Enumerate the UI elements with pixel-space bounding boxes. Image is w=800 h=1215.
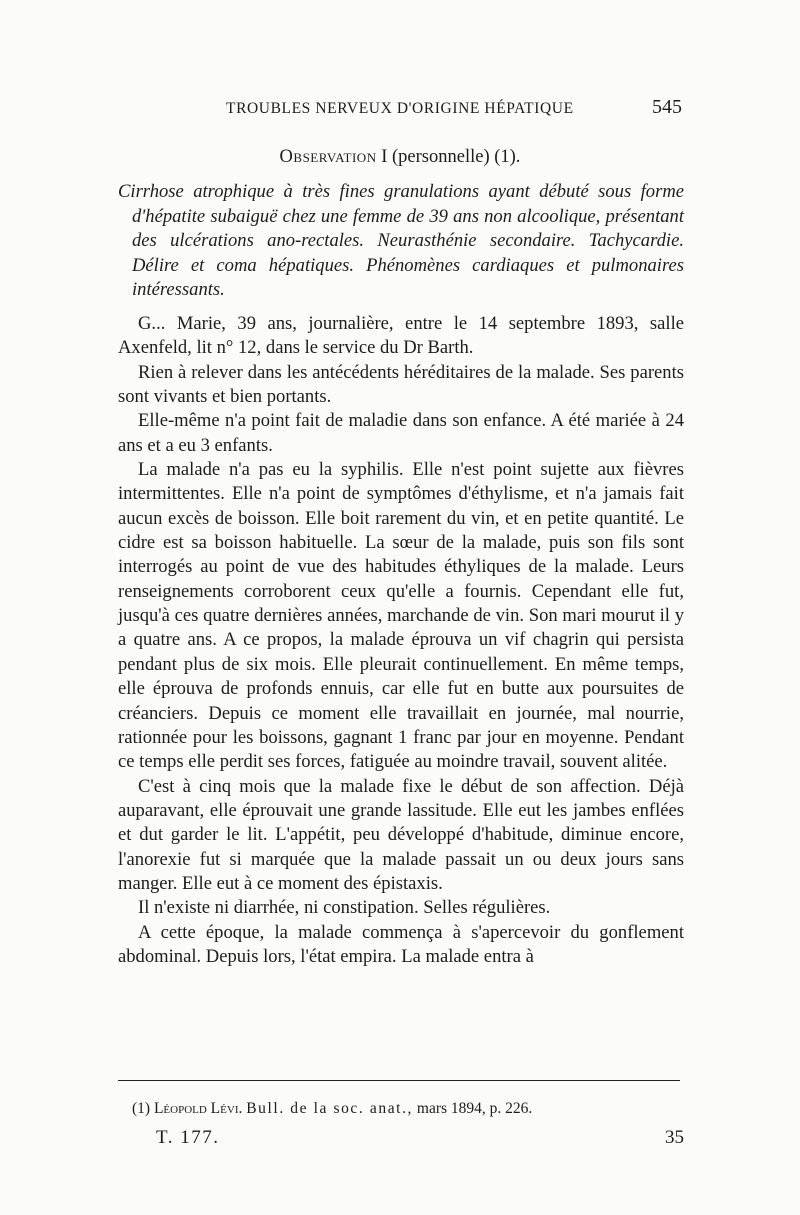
footnote-author: Léopold Lévi. xyxy=(153,1100,243,1117)
footnote xyxy=(132,1100,682,1118)
sheet-number: 35 xyxy=(665,1127,684,1148)
case-summary-text: Cirrhose atrophique à très fines granulations ayant débuté sous forme d'hépatite subaiguë chez une femme de 39 ans non alcoolique, présentant des ulcérations ano-rectales. Neurasthénie secondaire. Tachycardie. Délire et coma hépatiques. Phénomènes cardiaques et pulmonaires intéressants. xyxy=(118,181,684,301)
paragraph: Il n'existe ni diarrhée, ni constipation. Selles régulières. xyxy=(138,897,551,919)
running-head xyxy=(118,98,684,126)
paragraph: A cette époque, la malade commença à s'apercevoir du gonflement abdominal. Depuis lors, l'état empira. La malade entra à xyxy=(118,921,684,967)
observation-qualifier: (personnelle) (1). xyxy=(392,147,521,167)
paragraph: La malade n'a pas eu la syphilis. Elle n'est point sujette aux fièvres intermittentes. Elle n'a point de symptômes d'éthylisme, et n'a jamais fait aucun excès de boisson. Elle boit rarement du vin, et en petite quantité. Le cidre est sa boisson habituelle. La sœur de la malade, puis son fils sont interrogés au point de vue des habitudes éthyliques de la malade. Leurs renseignements corroborent ceux qu'elle a fournis. Cependant elle fut, jusqu'à ces quatre dernières années, marchande de vin. Son mari mourut il y a quatre ans. A ce propos, la malade éprouva un vif chagrin qui persista pendant plus de six mois. Elle pleurait continuellement. En même temps, elle éprouva de profonds ennuis, car elle fut en butte aux poursuites de créanciers. Depuis ce moment elle travaillait en journée, mal nourrie, rationnée pour les boissons, gagnant 1 franc par jour en moyenne. Pendant ce temps elle perdit ses forces, fatiguée au moindre travail, souvent alitée. xyxy=(118,459,684,773)
printer-signature: T. 177. xyxy=(156,1127,220,1148)
footnote-citation: mars 1894, p. 226. xyxy=(416,1100,533,1117)
paragraph: C'est à cinq mois que la malade fixe le début de son affection. Déjà auparavant, elle éprouvait une grande lassitude. Elle eut les jambes enflées et dut garder le lit. L'appétit, peu développé d'habitude, diminue encore, l'anorexie fut si marquée que la malade passait un ou deux jours sans manger. Elle eut à ce moment des épistaxis. xyxy=(118,775,684,894)
paragraph: Rien à relever dans les antécédents héréditaires de la malade. Ses parents sont vivants et bien portants. xyxy=(118,361,684,408)
running-title: TROUBLES NERVEUX D'ORIGINE HÉPATIQUE xyxy=(226,100,574,117)
observation-label: Observation xyxy=(279,147,377,167)
case-summary xyxy=(118,180,684,303)
paragraph: G... Marie, 39 ans, journalière, entre le 14 septembre 1893, salle Axenfeld, lit n° 12, dans le service du Dr Barth. xyxy=(118,313,684,359)
paragraph: Elle-même n'a point fait de maladie dans son enfance. A été mariée à 24 ans et a eu 3 enfants. xyxy=(118,410,684,456)
observation-heading xyxy=(0,147,800,168)
footnote-rule xyxy=(118,1080,680,1081)
page-number: 545 xyxy=(652,96,682,118)
footnote-marker: (1) xyxy=(132,1100,151,1117)
body-text xyxy=(118,312,684,969)
observation-number: I xyxy=(381,147,388,167)
footnote-journal: Bull. de la soc. anat., xyxy=(246,1100,414,1117)
